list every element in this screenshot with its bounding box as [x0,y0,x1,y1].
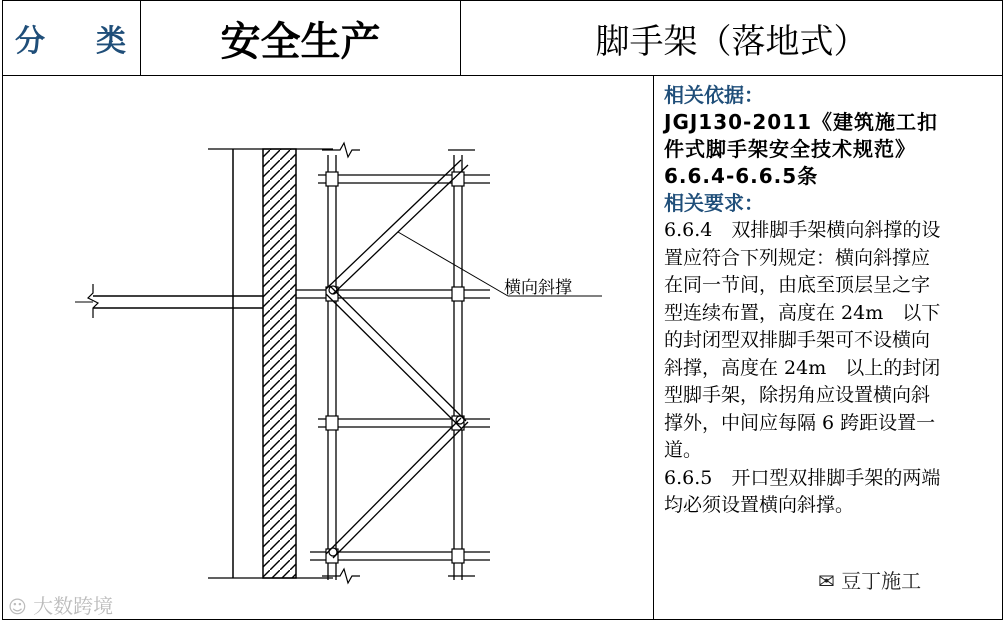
category-label-char-2: 类 [96,24,126,59]
transverse-braces [326,160,468,558]
basis-label: 相关依据： [664,83,764,107]
scaffold-couplers [326,172,464,563]
standard-line-1: JGJ130-2011《建筑施工扣 [664,110,939,134]
category-value: 安全生产 [140,0,461,76]
info-panel [653,75,1003,620]
floor-slab [75,284,263,318]
requirement-text: 6.6.4 双排脚手架横向斜撑的设 置应符合下列规定：横向斜撑应 在同一节间，由底至顶层呈之字 型连续布置，高度在 24m 以下 的封闭型双排脚手架可不设横向 斜撑，高度在 24m 以上的封闭 型脚手架，除拐角应设置横向斜 撑外，中间应每隔 6 跨距设置一 道。 6.6.5 开口型双排脚手架的两端 均必须设置横向斜撑。 [664,219,941,516]
brace-callout-label: 横向斜撑 [504,278,572,298]
break-marks [322,143,475,583]
wechat-icon: ✉ [818,569,835,593]
watermark-left-icon: ☺ [8,597,27,618]
watermark-left-text: 大数跨境 [33,594,114,618]
requirement-label: 相关要求： [664,191,764,215]
watermark-right [818,565,921,594]
standard-line-3: 6.6.4-6.6.5条 [664,164,819,188]
watermark-left [8,590,113,619]
watermark-right-text: 豆丁施工 [841,569,922,593]
category-label-char-1: 分 [15,24,45,59]
wall [208,149,333,578]
subject-title: 脚手架（落地式） [460,0,1003,76]
standard-line-2: 件式脚手架安全技术规范》 [664,137,916,161]
scaffold-standards [328,155,462,580]
scaffold-ledgers [296,175,490,560]
